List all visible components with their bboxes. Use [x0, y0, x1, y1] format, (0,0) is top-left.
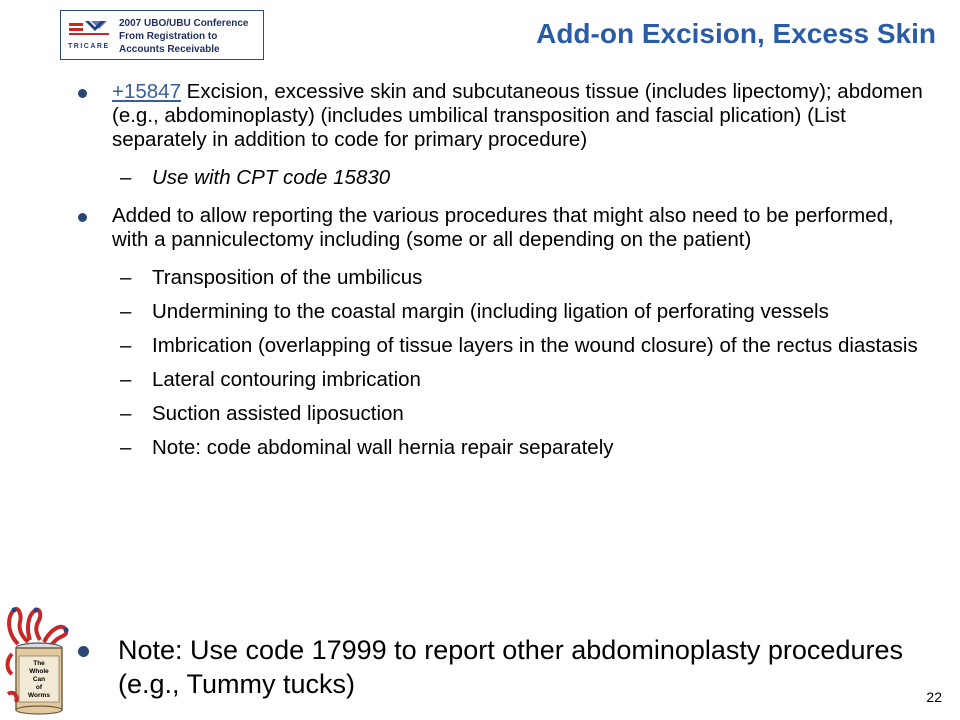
- sub-bullet-text: Suction assisted liposuction: [152, 402, 404, 425]
- logo-line-1: 2007 UBO/UBU Conference: [119, 18, 249, 29]
- sub-bullet-text: Transposition of the umbilicus: [152, 266, 423, 289]
- sub-bullet-1-1: [78, 166, 928, 190]
- bullet-1-text: Excision, excessive skin and subcutaneous tissue (includes lipectomy); abdomen (e.g., abdominoplasty) (includes umbilical transposition and fascial plication) (List separately in addition to code for primary procedure): [112, 80, 923, 151]
- dash-icon: –: [120, 368, 132, 391]
- dash-icon: –: [120, 436, 132, 459]
- svg-text:The: The: [33, 660, 45, 667]
- sub-bullet-2-1: [78, 266, 928, 290]
- sub-bullet-text: Note: code abdominal wall hernia repair separately: [152, 436, 614, 459]
- dash-icon: –: [120, 166, 132, 189]
- sub-bullet-2-3: [78, 334, 928, 358]
- bullet-dot-icon: [78, 89, 87, 98]
- dash-icon: –: [120, 300, 132, 323]
- bullet-dot-icon: [78, 646, 89, 657]
- note-text: Note: Use code 17999 to report other abdominoplasty procedures (e.g., Tummy tucks): [118, 635, 903, 699]
- sub-bullet-text: Use with CPT code 15830: [152, 166, 391, 189]
- dash-icon: –: [120, 334, 132, 357]
- sub-bullet-2-6: [78, 436, 928, 460]
- svg-text:of: of: [35, 684, 43, 691]
- svg-text:Worms: Worms: [28, 692, 50, 699]
- svg-text:Can: Can: [32, 676, 46, 683]
- sub-bullet-text: Lateral contouring imbrication: [152, 368, 421, 391]
- svg-text:TRICARE: TRICARE: [68, 43, 110, 50]
- slide-content: [78, 80, 928, 460]
- dash-icon: –: [120, 402, 132, 425]
- sub-bullet-text: Undermining to the coastal margin (including ligation of perforating vessels: [152, 300, 829, 323]
- tricare-logo-icon: [65, 17, 113, 53]
- bullet-1: [78, 80, 928, 152]
- dash-icon: –: [120, 266, 132, 289]
- logo-line-2: From Registration to: [119, 31, 218, 42]
- svg-text:Whole: Whole: [29, 668, 49, 675]
- logo-line-3: Accounts Receivable: [119, 44, 220, 55]
- sub-bullet-2-4: [78, 368, 928, 392]
- can-of-worms-icon: [4, 604, 70, 716]
- bullet-2-text: Added to allow reporting the various procedures that might also need to be performed, with a panniculectomy including (some or all depending on the patient): [112, 204, 894, 251]
- slide-title: Add-on Excision, Excess Skin: [536, 18, 936, 49]
- bullet-2: [78, 204, 928, 252]
- note-bullet: [78, 633, 918, 701]
- sub-bullet-2-2: [78, 300, 928, 324]
- conference-logo: [60, 10, 264, 60]
- bullet-dot-icon: [78, 213, 87, 222]
- page-number: 22: [926, 689, 942, 705]
- sub-bullet-2-5: [78, 402, 928, 426]
- cpt-code-link[interactable]: +15847: [112, 80, 181, 103]
- sub-bullet-text: Imbrication (overlapping of tissue layers in the wound closure) of the rectus diastasis: [152, 334, 918, 357]
